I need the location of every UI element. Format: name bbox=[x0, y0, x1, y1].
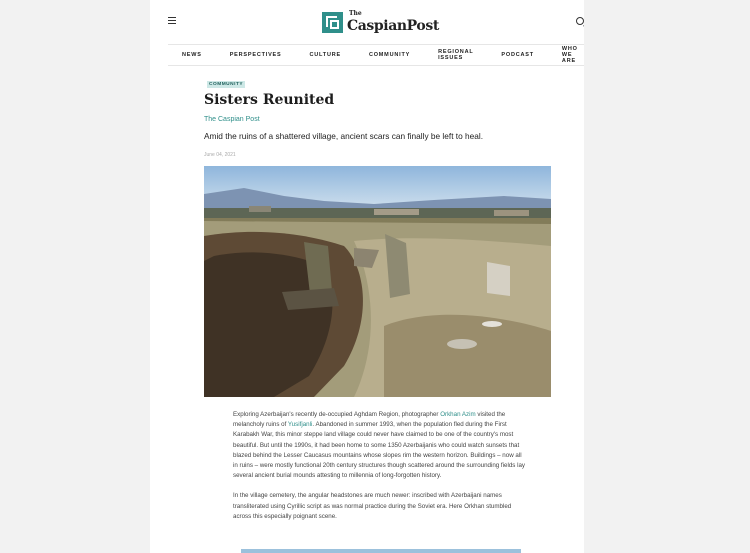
nav-perspectives[interactable]: PERSPECTIVES bbox=[229, 52, 282, 58]
logo-wordmark bbox=[347, 11, 439, 33]
logo-name: CaspianPost bbox=[347, 18, 439, 34]
article-body bbox=[233, 410, 528, 532]
article-subtitle: Amid the ruins of a shattered village, ancient scars can finally be left to heal. bbox=[204, 131, 484, 141]
article-photo bbox=[204, 166, 551, 397]
page bbox=[150, 0, 584, 553]
village-link[interactable]: Yusifjanli bbox=[287, 421, 313, 429]
nav-culture[interactable]: CULTURE bbox=[309, 52, 341, 58]
search-icon[interactable] bbox=[576, 17, 584, 25]
article-author[interactable]: The Caspian Post bbox=[204, 116, 260, 123]
next-image-preview bbox=[241, 549, 521, 553]
nav-regional-issues[interactable]: REGIONAL ISSUES bbox=[438, 49, 474, 61]
article-paragraph-2: In the village cemetery, the angular headstones are much newer: inscribed with Azerbaijani names transliterated using Cyrillic script as was normal practice during the Soviet era. Here Orkhan stumbled across this especially poignant scene. bbox=[233, 492, 512, 520]
p1-text-b: visited the melancholy ruins of bbox=[233, 411, 506, 429]
site-logo[interactable] bbox=[322, 9, 439, 35]
nav-podcast[interactable]: PODCAST bbox=[501, 52, 534, 58]
menu-icon[interactable] bbox=[168, 17, 176, 24]
article-date: June 04, 2021 bbox=[204, 152, 236, 158]
logo-icon bbox=[322, 12, 343, 33]
nav-who-we-are[interactable]: WHO WE ARE bbox=[561, 46, 578, 64]
article-paragraph-1 bbox=[233, 410, 528, 481]
category-badge[interactable]: COMMUNITY bbox=[209, 82, 244, 87]
logo-the: The bbox=[349, 10, 362, 17]
p1-text-c: . Abandoned in summer 1993, when the population fled during the First Karabakh War, this minor steppe land village could never have claimed to be one of the country's most beautiful. But until the 1990s, it had been home to some 1350 Azerbaijanis who could watch sunsets that blazed behind the Lesser Caucasus mountains whose slopes rim the western horizon. Buildings – now all in ruins – were mostly functional 20th century structures though scattered around the surrounding fields lay several ancient burial mounds attesting to millennia of long-forgotten history. bbox=[233, 421, 526, 480]
p1-text-a: Exploring Azerbaijan's recently de-occupied Aghdam Region, photographer bbox=[233, 411, 441, 418]
nav-community[interactable]: COMMUNITY bbox=[368, 52, 411, 58]
nav-news[interactable]: NEWS bbox=[182, 52, 202, 58]
header bbox=[150, 0, 584, 44]
photographer-link[interactable]: Orkhan Azim bbox=[440, 411, 476, 418]
article-title: Sisters Reunited bbox=[204, 92, 335, 108]
main-nav bbox=[168, 44, 584, 66]
